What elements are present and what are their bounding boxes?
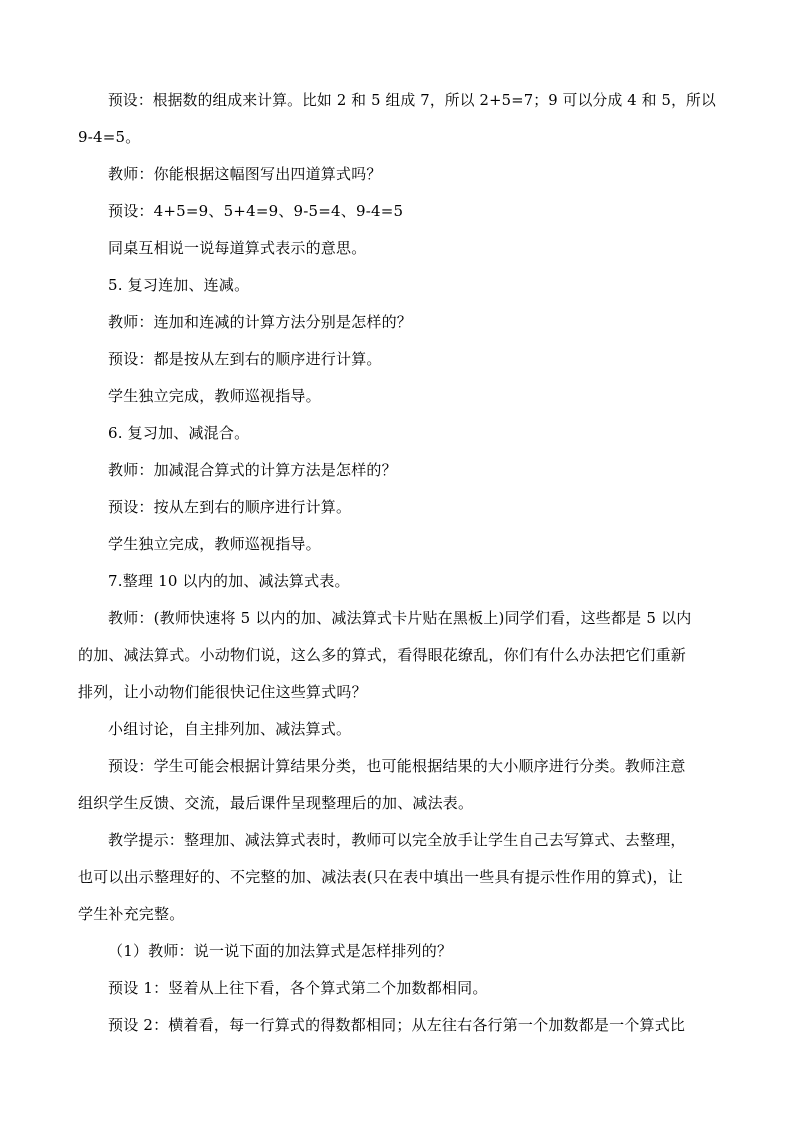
text-line: 小组讨论，自主排列加、减法算式。 <box>108 720 352 738</box>
section-heading: 5. 复习连加、连减。 <box>108 276 250 294</box>
text-line: 教师：加减混合算式的计算方法是怎样的？ <box>108 461 397 479</box>
text-line: 预设：4+5=9、5+4=9、9-5=4、9-4=5 <box>108 202 404 220</box>
text-line: 预设 1：竖着从上往下看，各个算式第二个加数都相同。 <box>108 979 488 997</box>
text-line: 也可以出示整理好的、不完整的加、减法表(只在表中填出一些具有提示性作用的算式)，让 <box>78 868 683 886</box>
text-line: 预设：根据数的组成来计算。比如 2 和 5 组成 7，所以 2+5=7；9 可以分成 4 和 5，所以 <box>108 91 716 109</box>
text-line: （1）教师：说一说下面的加法算式是怎样排列的？ <box>108 942 453 960</box>
text-line: 预设 2：横着看，每一行算式的得数都相同；从左往右各行第一个加数都是一个算式比 <box>108 1016 686 1034</box>
text-line: 预设：学生可能会根据计算结果分类，也可能根据结果的大小顺序进行分类。教师注意 <box>108 757 686 775</box>
text-line: 组织学生反馈、交流，最后课件呈现整理后的加、减法表。 <box>78 794 474 812</box>
text-line: 教师：你能根据这幅图写出四道算式吗？ <box>108 165 382 183</box>
text-line: 教学提示：整理加、减法算式表时，教师可以完全放手让学生自己去写算式、去整理， <box>108 831 686 849</box>
text-line: 教师：连加和连减的计算方法分别是怎样的？ <box>108 313 413 331</box>
section-heading: 6. 复习加、减混合。 <box>108 424 250 442</box>
text-line: 排列，让小动物们能很快记住这些算式吗？ <box>78 683 367 701</box>
section-heading: 7.整理 10 以内的加、减法算式表。 <box>108 572 350 590</box>
text-line: 学生独立完成，教师巡视指导。 <box>108 387 321 405</box>
text-line: 预设：按从左到右的顺序进行计算。 <box>108 498 352 516</box>
text-line: 教师：(教师快速将 5 以内的加、减法算式卡片贴在黑板上)同学们看，这些都是 5 以内 <box>108 609 692 627</box>
text-line: 同桌互相说一说每道算式表示的意思。 <box>108 239 367 257</box>
text-line: 学生独立完成，教师巡视指导。 <box>108 535 321 553</box>
text-line: 学生补充完整。 <box>78 905 185 923</box>
text-line: 预设：都是按从左到右的顺序进行计算。 <box>108 350 382 368</box>
text-line: 9-4=5。 <box>78 128 141 146</box>
text-line: 的加、减法算式。小动物们说，这么多的算式，看得眼花缭乱，你们有什么办法把它们重新 <box>78 646 687 664</box>
